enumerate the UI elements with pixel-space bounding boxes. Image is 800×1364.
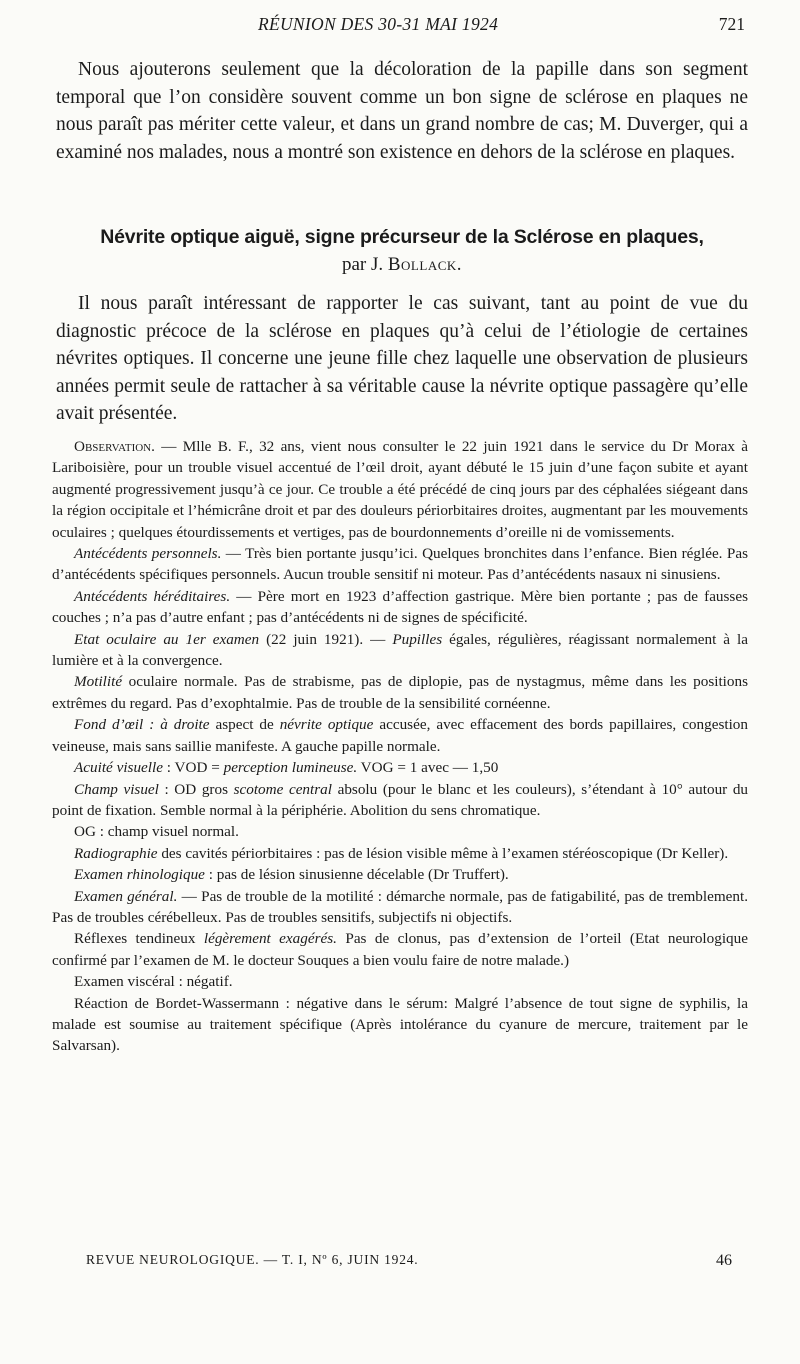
article-byline xyxy=(56,254,748,276)
lead-paragraph: Il nous paraît intéressant de rapporter le cas suivant, tant au point de vue du diagnostic précoce de la sclérose en plaques qu’à celui de l’étiologie de certaines névrites optiques. Il concerne une jeune fille chez laquelle une observation de plusieurs années permit seule de rattacher à sa véritable cause la névrite optique passagère qu’elle avait présentée. xyxy=(56,293,748,424)
observation-paragraph: Examen rhinologique : pas de lésion sinusienne décelable (Dr Truffert). xyxy=(74,866,509,884)
page-number: 721 xyxy=(718,14,745,34)
observation-paragraph: Acuité visuelle : VOD = perception lumineuse. VOG = 1 avec — 1,50 xyxy=(74,759,499,777)
observation-paragraph: Fond d’œil : à droite aspect de névrite optique accusée, avec effacement des bords papillaires, congestion veineuse, mais sans saillie manifeste. A gauche papille normale. xyxy=(52,716,748,755)
byline-prefix: par J. xyxy=(341,254,384,275)
running-header xyxy=(58,14,745,38)
observation-paragraph: Radiographie des cavités périorbitaires : pas de lésion visible même à l’examen stéréoscopique (Dr Keller). xyxy=(74,844,729,862)
observation-paragraph: Antécédents héréditaires. — Père mort en 1923 d’affection gastrique. Mère bien portante ; pas de fausses couches ; n’a pas d’autre enfant ; pas d’antécédents ni de signes de spécificité. xyxy=(52,587,748,627)
journal-reference: REVUE NEUROLOGIQUE. — T. I, Nº 6, JUIN 1924. xyxy=(86,1252,419,1267)
running-title: RÉUNION DES 30-31 MAI 1924 xyxy=(258,14,499,34)
intro-paragraph: Nous ajouterons seulement que la décoloration de la papille dans son segment temporal que l’on considère souvent comme un bon signe de sclérose en plaques ne nous paraît pas mériter cette valeur, et dans un grand nombre de cas; M. Duverger, qui a examiné nos malades, nous a montré son existence en dehors de la sclérose en plaques. xyxy=(56,59,748,163)
observation-paragraph: Motilité oculaire normale. Pas de strabisme, pas de diplopie, pas de nystagmus, même dans les positions extrêmes du regard. Pas d’exophtalmie. Pas de trouble de la sensibilité cornéenne. xyxy=(52,673,748,712)
observation-paragraph: Réaction de Bordet-Wassermann : négative dans le sérum: Malgré l’absence de tout signe de syphilis, la malade est soumise au traitement spécifique (Après intolérance du cyanure de mercure, traitement par le Salvarsan). xyxy=(52,994,748,1055)
article-title: Névrite optique aiguë, signe précurseur de la Sclérose en plaques, xyxy=(100,226,704,248)
observation-paragraph: Examen viscéral : négatif. xyxy=(74,973,233,991)
observation-paragraph: Réflexes tendineux légèrement exagérés. Pas de clonus, pas d’extension de l’orteil (Etat neurologique confirmé par l’examen de M. le docteur Souques a bien voulu faire de notre malade.) xyxy=(52,930,748,969)
observation-paragraph: Antécédents personnels. — Très bien portante jusqu’ici. Quelques bronchites dans l’enfance. Bien réglée. Pas d’antécédents spécifiques personnels. Aucun trouble sensitif ni moteur. Pas d’antécédents nasaux ni sinusiens. xyxy=(52,545,748,584)
observation-paragraph: Examen général. — Pas de trouble de la motilité : démarche normale, pas de fatigabilité, pas de tremblement. Pas de troubles cérébelleux. Pas de troubles sensitifs, subjectifs ni objectifs. xyxy=(52,887,748,926)
observation-section xyxy=(52,436,748,1057)
page-footer xyxy=(86,1252,732,1274)
observation-paragraph: Etat oculaire au 1er examen (22 juin 1921). — Pupilles égales, régulières, réagissant normalement à la lumière et à la convergence. xyxy=(52,630,748,670)
observation-paragraph: Observation. — Mlle B. F., 32 ans, vient nous consulter le 22 juin 1921 dans le service du Dr Morax à Lariboisière, pour un trouble visuel accentué de l’œil droit, ayant débuté le 15 juin d’une façon subite et ayant augmenté progressivement jusqu’à ce jour. Ce trouble a été précédé de cinq jours par des céphalées siégeant dans la région occipitale et l’hémicrâne droit et par des douleurs périorbitaires droites, augmentant par les mouvements oculaires ; quelques étourdissements et vertiges, pas de bourdonnements d’oreille ni de vomissements. xyxy=(52,438,749,541)
sheet-number: 46 xyxy=(716,1252,732,1269)
observation-paragraph: Champ visuel : OD gros scotome central absolu (pour le blanc et les couleurs), s’étendant à 10° autour du point de fixation. Semble normal à la périphérie. Abolition du sens chromatique. xyxy=(52,780,749,819)
observation-paragraph: OG : champ visuel normal. xyxy=(74,823,239,841)
article-author: Bollack. xyxy=(387,254,463,275)
